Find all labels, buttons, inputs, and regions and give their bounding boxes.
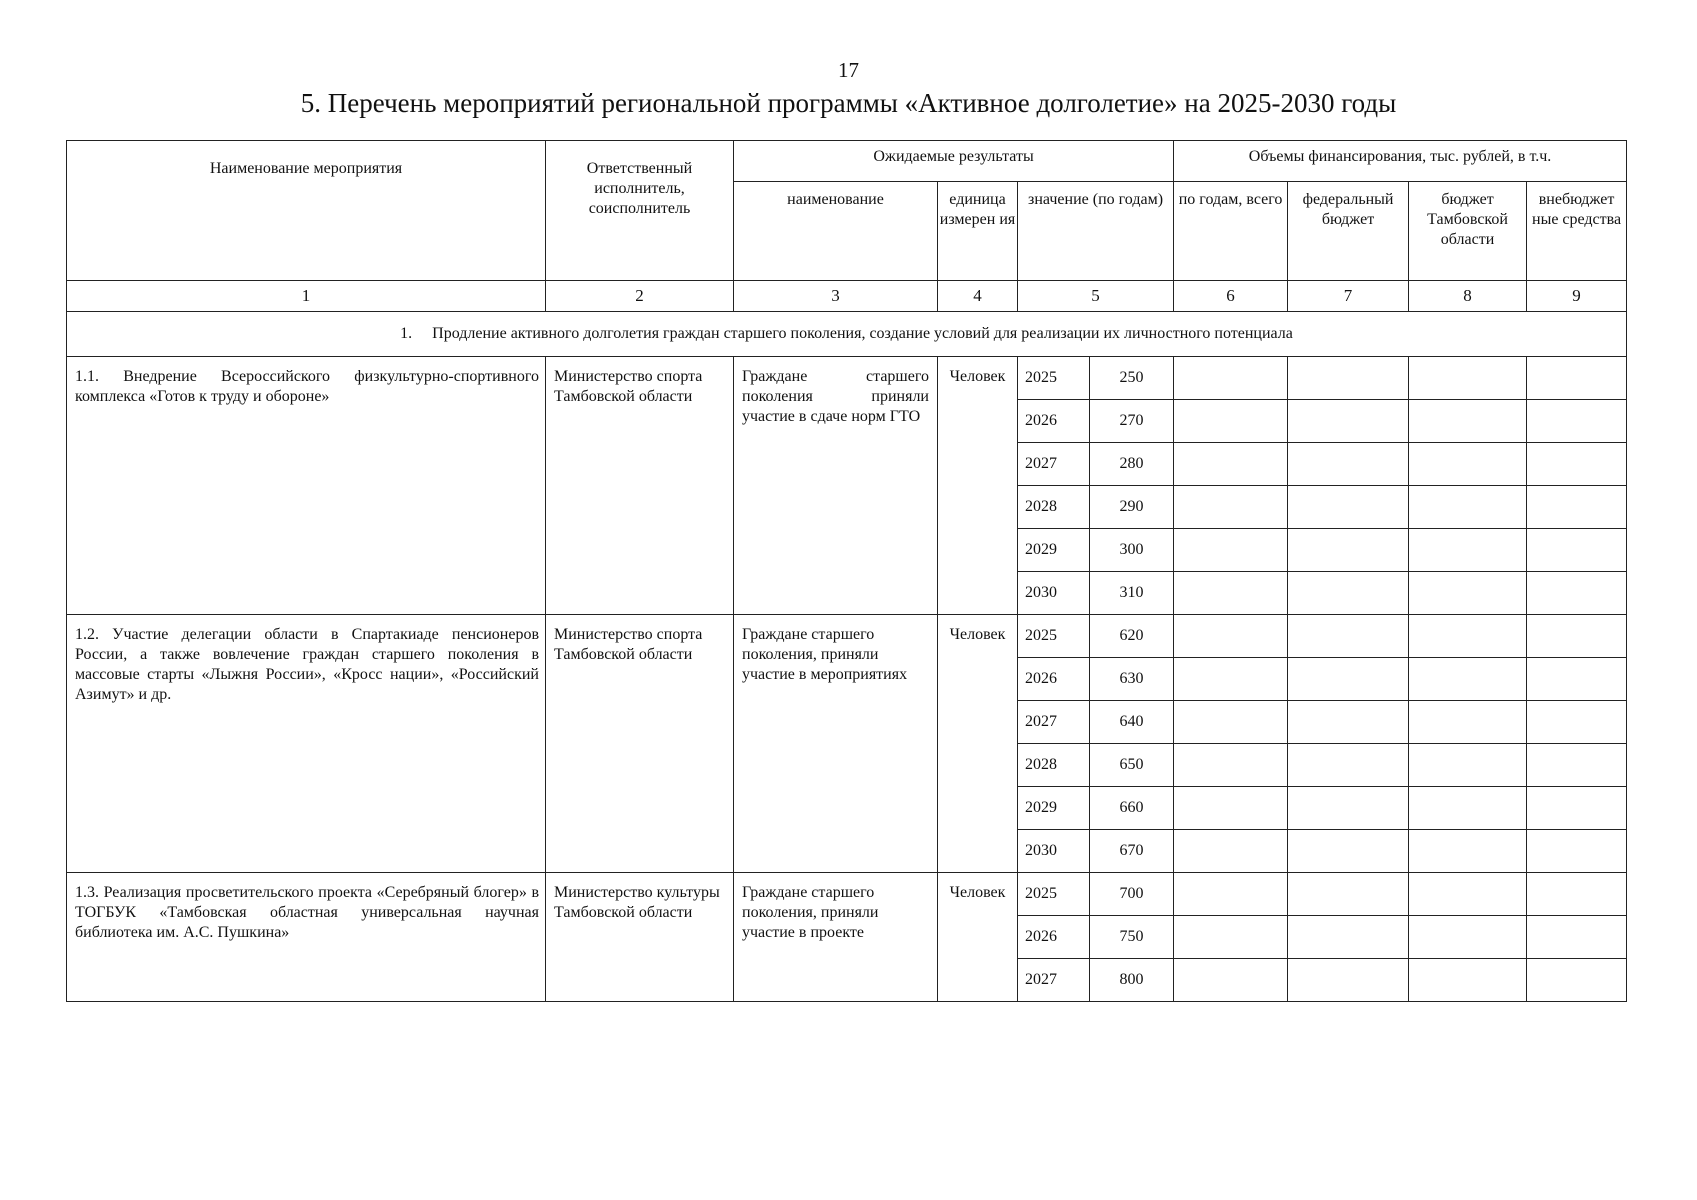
activity-name: 1.1. Внедрение Всероссийского физкультурно-спортивного комплекса «Готов к труду и обороне» (67, 357, 546, 615)
responsible-executor: Министерство культуры Тамбовской области (546, 873, 734, 1002)
value-cell: 290 (1090, 486, 1174, 529)
federal-budget-cell (1288, 787, 1409, 830)
header-by-year-total: по годам, всего (1174, 182, 1288, 281)
funding-total-cell (1174, 658, 1288, 701)
federal-budget-cell (1288, 830, 1409, 873)
extra-budget-cell (1527, 615, 1627, 658)
unit-of-measure: Человек (938, 615, 1018, 873)
extra-budget-cell (1527, 357, 1627, 400)
column-number: 7 (1288, 281, 1409, 312)
extra-budget-cell (1527, 486, 1627, 529)
extra-budget-cell (1527, 443, 1627, 486)
value-cell: 270 (1090, 400, 1174, 443)
funding-total-cell (1174, 873, 1288, 916)
extra-budget-cell (1527, 658, 1627, 701)
activity-name: 1.2. Участие делегации области в Спартакиаде пенсионеров России, а также вовлечение граждан старшего поколения в массовые старты «Лыжня России», «Кросс нации», «Российский Азимут» и др. (67, 615, 546, 873)
year-cell: 2028 (1018, 486, 1090, 529)
extra-budget-cell (1527, 916, 1627, 959)
column-number: 1 (67, 281, 546, 312)
funding-total-cell (1174, 357, 1288, 400)
federal-budget-cell (1288, 529, 1409, 572)
federal-budget-cell (1288, 400, 1409, 443)
header-federal-budget: федеральный бюджет (1288, 182, 1409, 281)
value-cell: 660 (1090, 787, 1174, 830)
federal-budget-cell (1288, 916, 1409, 959)
column-number: 5 (1018, 281, 1174, 312)
page-title: 5. Перечень мероприятий региональной программы «Активное долголетие» на 2025-2030 годы (300, 88, 1397, 118)
regional-budget-cell (1409, 486, 1527, 529)
extra-budget-cell (1527, 572, 1627, 615)
section-number: 1. (400, 325, 413, 342)
value-cell: 700 (1090, 873, 1174, 916)
page-number: 17 (838, 58, 859, 82)
value-cell: 620 (1090, 615, 1174, 658)
header-responsible: Ответственный исполнитель, соисполнитель (546, 141, 734, 281)
year-cell: 2026 (1018, 400, 1090, 443)
header-regional-budget: бюджет Тамбовской области (1409, 182, 1527, 281)
federal-budget-cell (1288, 959, 1409, 1002)
regional-budget-cell (1409, 787, 1527, 830)
responsible-executor: Министерство спорта Тамбовской области (546, 615, 734, 873)
federal-budget-cell (1288, 572, 1409, 615)
activity-name: 1.3. Реализация просветительского проекта «Серебряный блогер» в ТОГБУК «Тамбовская областная универсальная научная библиотека им. А.С. Пушкина» (67, 873, 546, 1002)
extra-budget-cell (1527, 529, 1627, 572)
federal-budget-cell (1288, 486, 1409, 529)
section-title: Продление активного долголетия граждан старшего поколения, создание условий для реализации их личностного потенциала (432, 325, 1293, 342)
regional-budget-cell (1409, 658, 1527, 701)
expected-result: Граждане старшего поколения, приняли участие в мероприятиях (734, 615, 938, 873)
regional-budget-cell (1409, 529, 1527, 572)
funding-total-cell (1174, 744, 1288, 787)
expected-result: Граждане старшего поколения приняли участие в сдаче норм ГТО (734, 357, 938, 615)
year-cell: 2029 (1018, 787, 1090, 830)
extra-budget-cell (1527, 400, 1627, 443)
column-numbers-row (67, 281, 1627, 312)
year-cell: 2027 (1018, 443, 1090, 486)
section-row (67, 312, 1627, 357)
regional-budget-cell (1409, 615, 1527, 658)
funding-total-cell (1174, 787, 1288, 830)
table-row (67, 873, 1627, 916)
year-cell: 2025 (1018, 357, 1090, 400)
federal-budget-cell (1288, 658, 1409, 701)
funding-total-cell (1174, 615, 1288, 658)
funding-total-cell (1174, 400, 1288, 443)
header-funding: Объемы финансирования, тыс. рублей, в т.ч. (1174, 141, 1627, 182)
unit-of-measure: Человек (938, 357, 1018, 615)
regional-budget-cell (1409, 400, 1527, 443)
funding-total-cell (1174, 959, 1288, 1002)
value-cell: 650 (1090, 744, 1174, 787)
federal-budget-cell (1288, 357, 1409, 400)
column-number: 4 (938, 281, 1018, 312)
table-row (67, 357, 1627, 400)
year-cell: 2028 (1018, 744, 1090, 787)
year-cell: 2026 (1018, 916, 1090, 959)
extra-budget-cell (1527, 787, 1627, 830)
value-cell: 250 (1090, 357, 1174, 400)
year-cell: 2030 (1018, 830, 1090, 873)
regional-budget-cell (1409, 873, 1527, 916)
federal-budget-cell (1288, 873, 1409, 916)
regional-budget-cell (1409, 744, 1527, 787)
column-number: 6 (1174, 281, 1288, 312)
header-name: Наименование мероприятия (67, 141, 546, 281)
regional-budget-cell (1409, 443, 1527, 486)
funding-total-cell (1174, 701, 1288, 744)
extra-budget-cell (1527, 959, 1627, 1002)
extra-budget-cell (1527, 873, 1627, 916)
column-number: 8 (1409, 281, 1527, 312)
year-cell: 2029 (1018, 529, 1090, 572)
section-heading (67, 312, 1627, 357)
value-cell: 750 (1090, 916, 1174, 959)
value-cell: 280 (1090, 443, 1174, 486)
year-cell: 2027 (1018, 959, 1090, 1002)
funding-total-cell (1174, 529, 1288, 572)
header-row-top (67, 141, 1627, 182)
funding-total-cell (1174, 486, 1288, 529)
extra-budget-cell (1527, 744, 1627, 787)
value-cell: 670 (1090, 830, 1174, 873)
extra-budget-cell (1527, 701, 1627, 744)
value-cell: 640 (1090, 701, 1174, 744)
header-expected-results: Ожидаемые результаты (734, 141, 1174, 182)
regional-budget-cell (1409, 572, 1527, 615)
header-value: значение (по годам) (1018, 182, 1174, 281)
federal-budget-cell (1288, 443, 1409, 486)
header-extra-budget: внебюджет ные средства (1527, 182, 1627, 281)
header-unit: единица измерен ия (938, 182, 1018, 281)
funding-total-cell (1174, 443, 1288, 486)
table-row (67, 615, 1627, 658)
regional-budget-cell (1409, 830, 1527, 873)
year-cell: 2025 (1018, 615, 1090, 658)
column-number: 9 (1527, 281, 1627, 312)
expected-result: Граждане старшего поколения, приняли участие в проекте (734, 873, 938, 1002)
value-cell: 630 (1090, 658, 1174, 701)
column-number: 3 (734, 281, 938, 312)
funding-total-cell (1174, 916, 1288, 959)
unit-of-measure: Человек (938, 873, 1018, 1002)
federal-budget-cell (1288, 615, 1409, 658)
funding-total-cell (1174, 572, 1288, 615)
federal-budget-cell (1288, 701, 1409, 744)
year-cell: 2030 (1018, 572, 1090, 615)
year-cell: 2025 (1018, 873, 1090, 916)
federal-budget-cell (1288, 744, 1409, 787)
regional-budget-cell (1409, 959, 1527, 1002)
value-cell: 800 (1090, 959, 1174, 1002)
column-number: 2 (546, 281, 734, 312)
activities-table (66, 140, 1627, 1002)
value-cell: 310 (1090, 572, 1174, 615)
extra-budget-cell (1527, 830, 1627, 873)
regional-budget-cell (1409, 916, 1527, 959)
regional-budget-cell (1409, 357, 1527, 400)
value-cell: 300 (1090, 529, 1174, 572)
header-result-name: наименование (734, 182, 938, 281)
regional-budget-cell (1409, 701, 1527, 744)
responsible-executor: Министерство спорта Тамбовской области (546, 357, 734, 615)
year-cell: 2027 (1018, 701, 1090, 744)
funding-total-cell (1174, 830, 1288, 873)
year-cell: 2026 (1018, 658, 1090, 701)
